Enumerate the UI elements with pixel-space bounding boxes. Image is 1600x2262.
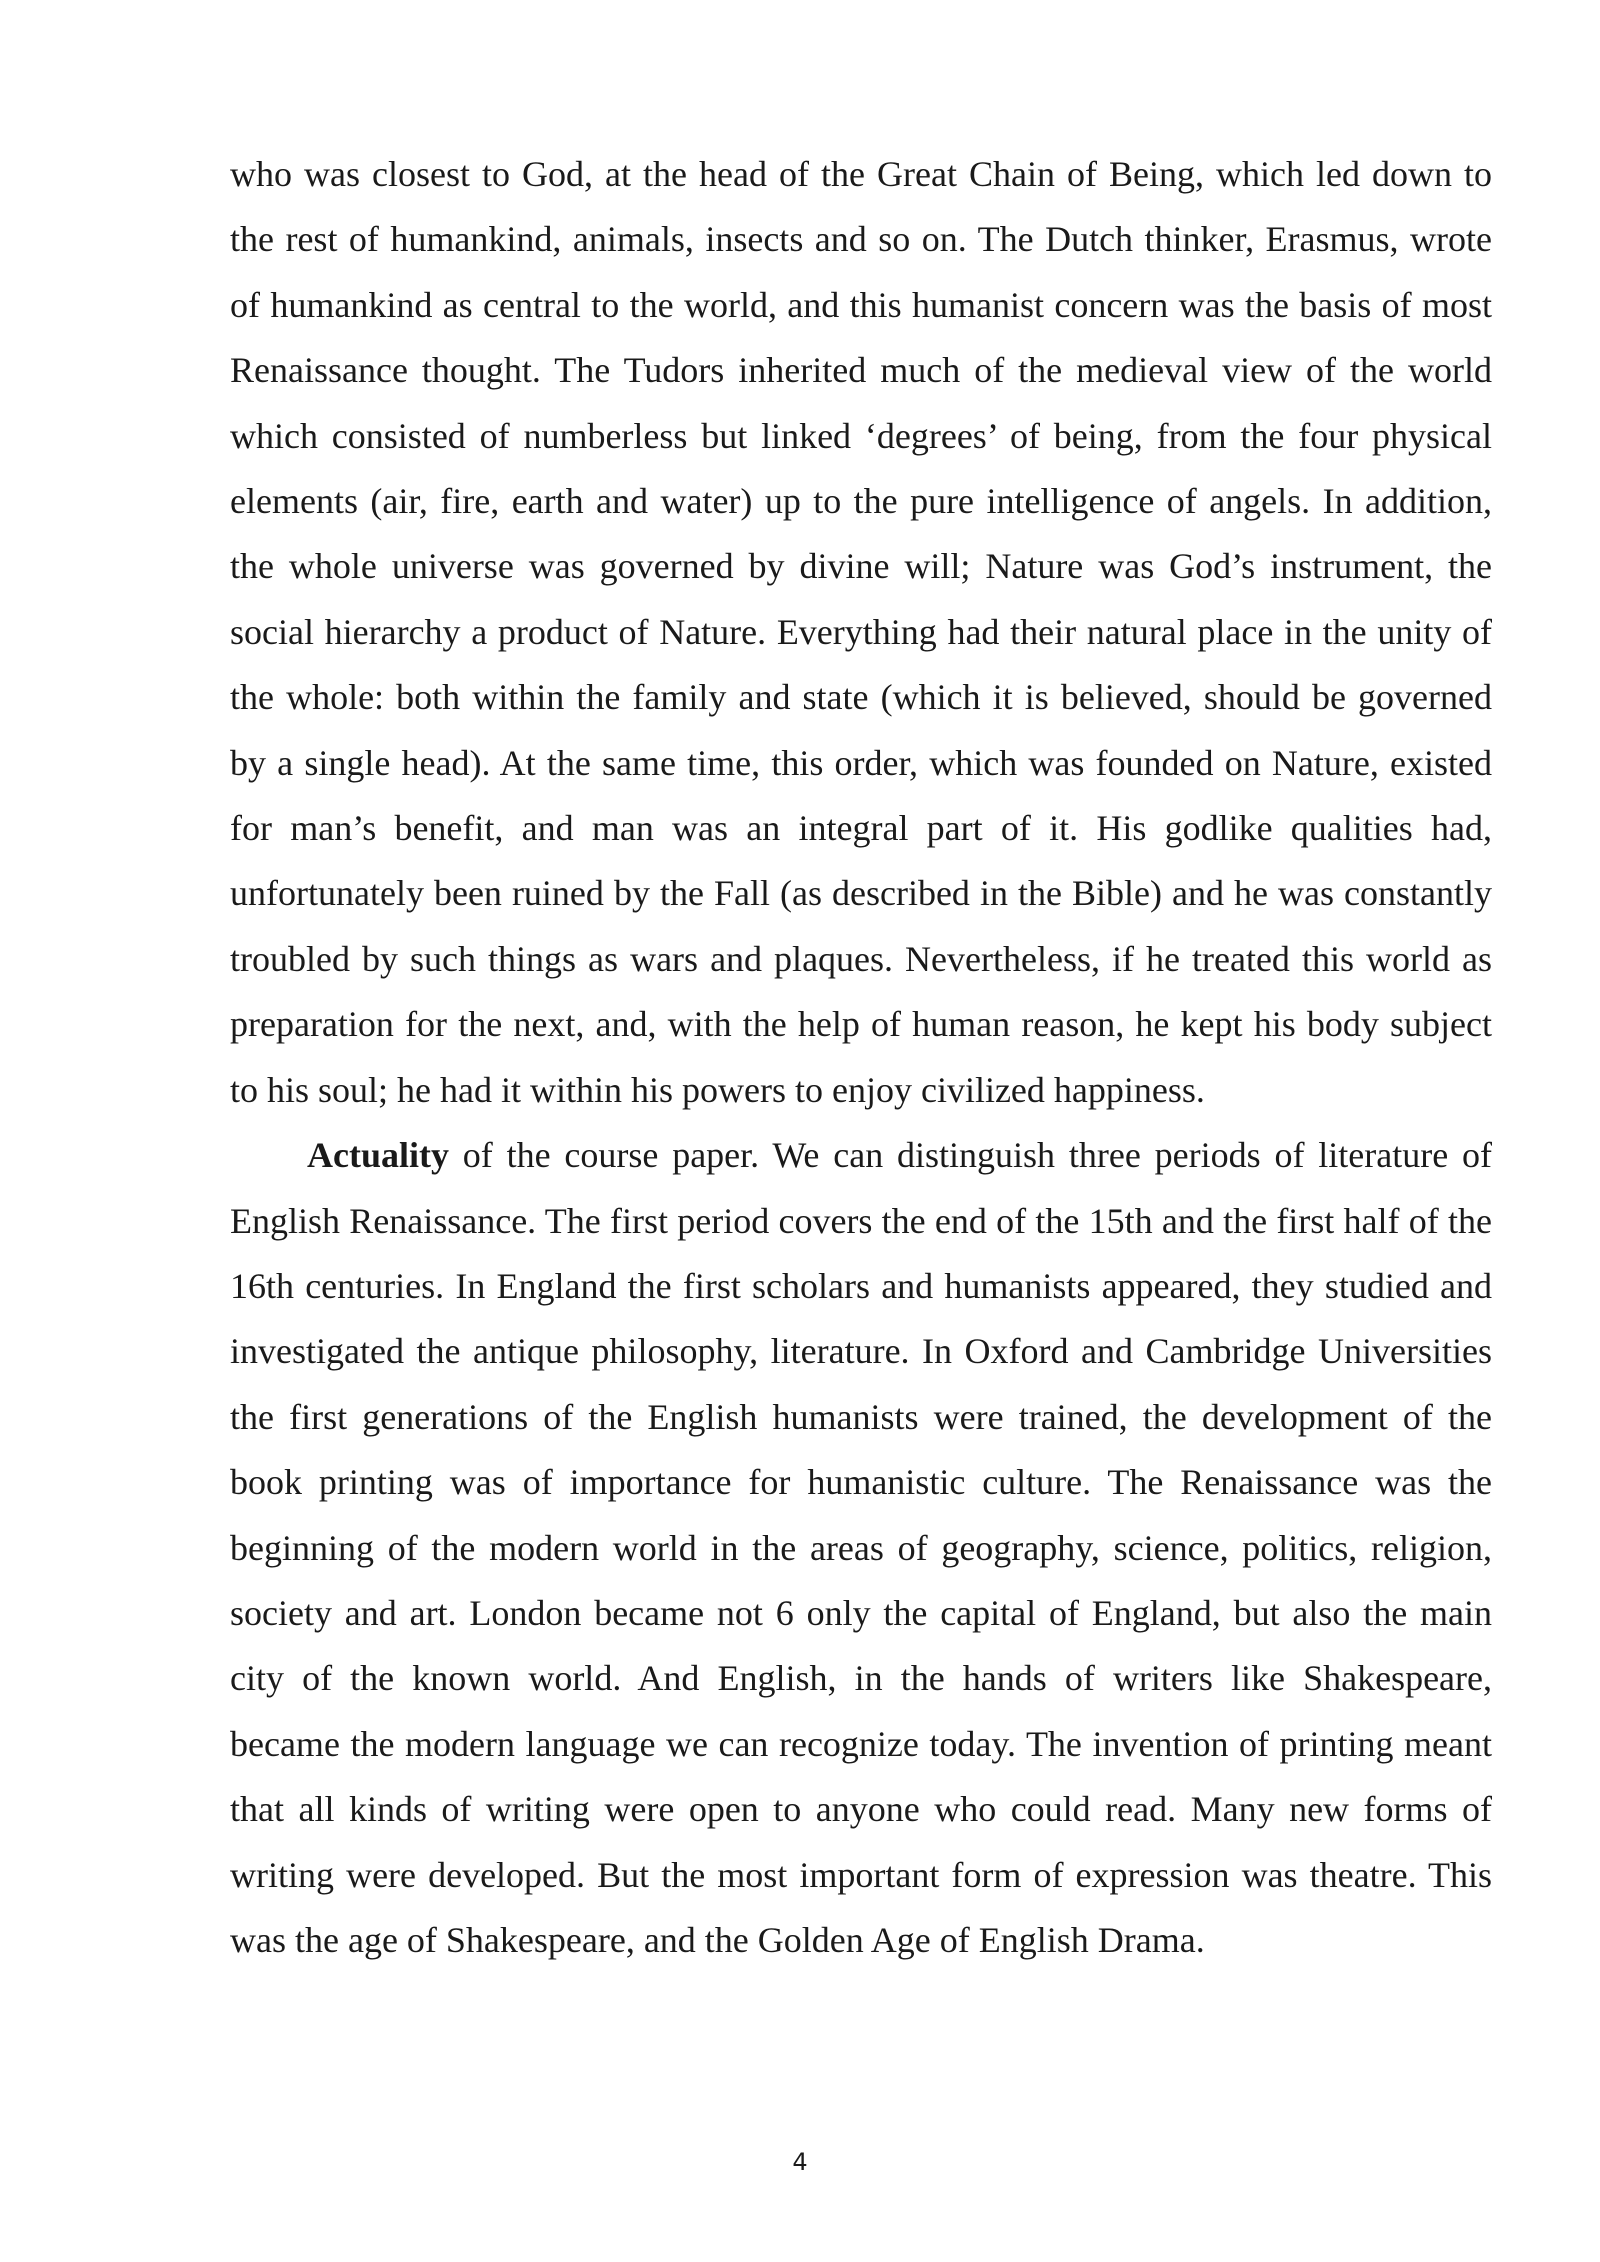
- actuality-heading: Actuality: [307, 1135, 449, 1176]
- actuality-body: of the course paper. We can distinguish three periods of literature of English Renaissance. The first period covers the end of the 15th and the first half of the 16th centuries. In England the first scholars and humanists appeared, they studied and investigated the antique philosophy, literature. In Oxford and Cambridge Universities the first generations of the English humanists were trained, the development of the book printing was of importance for humanistic culture. The Renaissance was the beginning of the modern world in the areas of geography, science, politics, religion, society and art. London became not 6 only the capital of England, but also the main city of the known world. And English, in the hands of writers like Shakespeare, became the modern language we can recognize today. The invention of printing meant that all kinds of writing were open to anyone who could read. Many new forms of writing were developed. But the most important form of expression was theatre. This was the age of Shakespeare, and the Golden Age of English Drama.: [230, 1135, 1492, 1960]
- paragraph-great-chain-of-being: who was closest to God, at the head of the Great Chain of Being, which led down to the rest of humankind, animals, insects and so on. The Dutch thinker, Erasmus, wrote of humankind as central to the world, and this humanist concern was the basis of most Renaissance thought. The Tudors inherited much of the medieval view of the world which consisted of numberless but linked ‘degrees’ of being, from the four physical elements (air, fire, earth and water) up to the pure intelligence of angels. In addition, the whole universe was governed by divine will; Nature was God’s instrument, the social hierarchy a product of Nature. Everything had their natural place in the unity of the whole: both within the family and state (which it is believed, should be governed by a single head). At the same time, this order, which was founded on Nature, existed for man’s benefit, and man was an integral part of it. His godlike qualities had, unfortunately been ruined by the Fall (as described in the Bible) and he was constantly troubled by such things as wars and plaques. Nevertheless, if he treated this world as preparation for the next, and, with the help of human reason, he kept his body subject to his soul; he had it within his powers to enjoy civilized happiness.: [230, 154, 1492, 1110]
- paragraph-actuality: [230, 1123, 1492, 1973]
- page-number: 4: [792, 2148, 808, 2176]
- document-body: [230, 142, 1492, 1973]
